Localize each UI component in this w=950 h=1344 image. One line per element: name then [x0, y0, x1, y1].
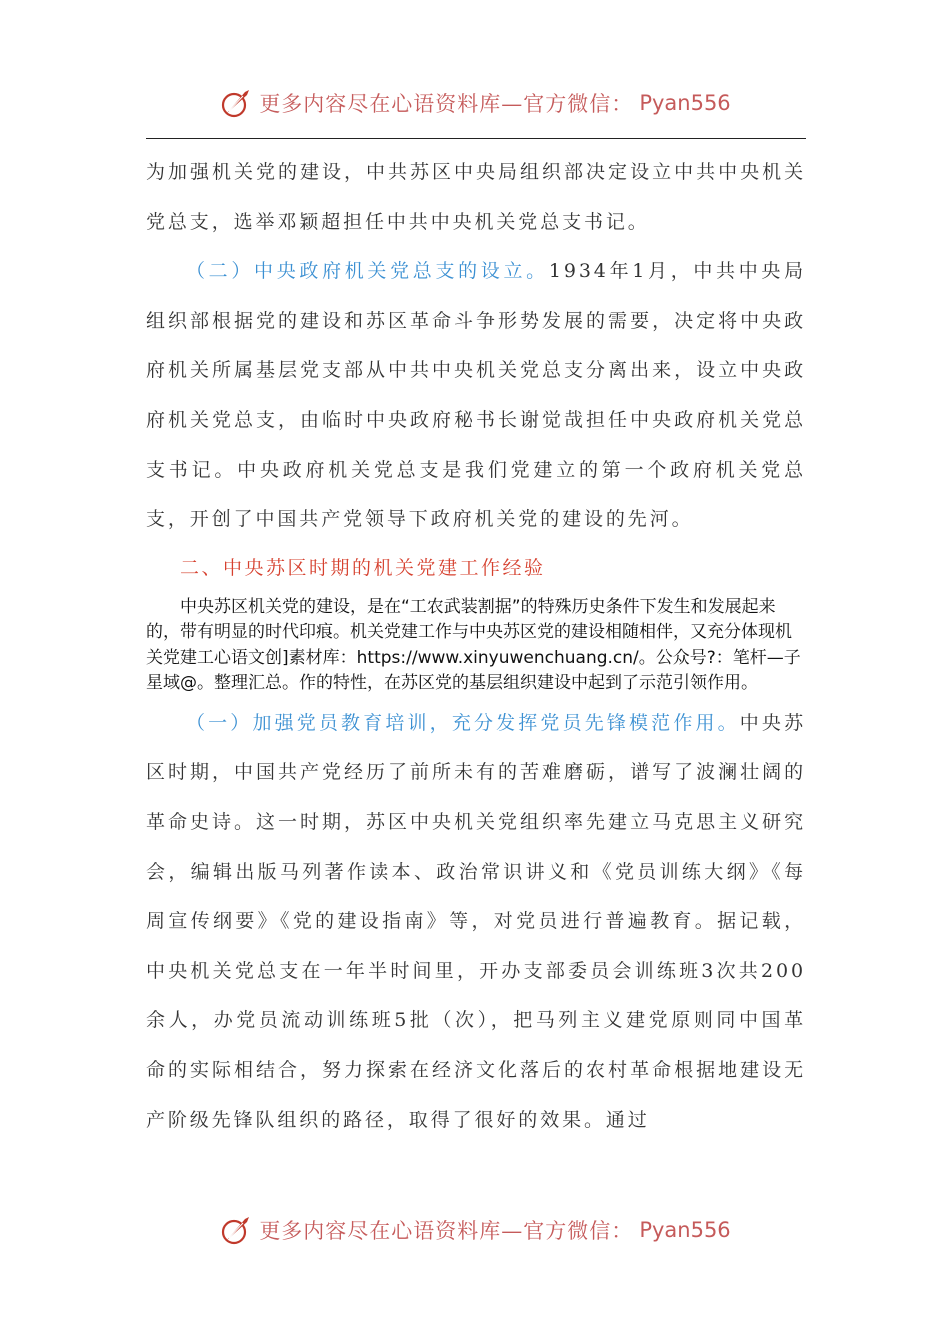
paragraph-4-text: 中央苏区时期，中国共产党经历了前所未有的苦难磨砺，谱写了波澜壮阔的革命史诗。这一时期，苏区中央机关党组织率先建立马克思主义研究会，编辑出版马列著作读本、政治常识讲义和《党员训练大纲》《每周宣传纲要》《党的建设指南》等，对党员进行普遍教育。据记载，中央机关党总支在一年半时间里，开办支部委员会训练班3次共200余人，办党员流动训练班5批（次），把马列主义建党原则同中国革命的实际相结合，努力探索在经济文化落后的农村革命根据地建设无产阶级先锋队组织的路径，取得了很好的效果。通过	[146, 711, 806, 1131]
paragraph-4	[146, 699, 806, 1145]
quill-circle-icon	[219, 85, 255, 121]
subheading-1: （一）加强党员教育培训，充分发挥党员先锋模范作用。	[186, 711, 740, 734]
document-body	[146, 148, 806, 1145]
quill-circle-icon	[219, 1212, 255, 1248]
footer-banner	[0, 1208, 950, 1252]
paragraph-3: 中央苏区机关党的建设，是在“工农武装割据”的特殊历史条件下发生和发展起来的，带有明显的时代印痕。机关党建工作与中央苏区党的建设相随相伴，又充分体现机关党建工心语文创]素材库：https://www.xinyuwenchuang.cn/。公众号?：笔杆—子星域@。整理汇总。作的特性，在苏区党的基层组织建设中起到了示范引领作用。	[146, 596, 801, 694]
paragraph-1: 为加强机关党的建设，中共苏区中央局组织部决定设立中共中央机关党总支，选举邓颖超担任中共中央机关党总支书记。	[146, 161, 806, 233]
header-banner-id: Pyan556	[639, 91, 731, 115]
paragraph-2	[146, 247, 806, 545]
paragraph-2-text: 1934年1月，中共中央局组织部根据党的建设和苏区革命斗争形势发展的需要，决定将中央政府机关所属基层党支部从中共中央机关党总支分离出来，设立中央政府机关党总支，由临时中央政府秘书长谢觉哉担任中央政府机关党总支书记。中央政府机关党总支是我们党建立的第一个政府机关党总支，开创了中国共产党领导下政府机关党的建设的先河。	[146, 260, 806, 531]
footer-banner-text: 更多内容尽在心语资料库—官方微信：	[259, 1219, 634, 1243]
header-divider	[146, 138, 806, 139]
footer-banner-id: Pyan556	[639, 1218, 731, 1242]
header-banner-text: 更多内容尽在心语资料库—官方微信：	[259, 92, 634, 116]
section-heading: 二、中央苏区时期的机关党建工作经验	[180, 556, 546, 579]
subheading-2: （二）中央政府机关党总支的设立。	[186, 260, 549, 283]
header-banner	[0, 81, 950, 125]
